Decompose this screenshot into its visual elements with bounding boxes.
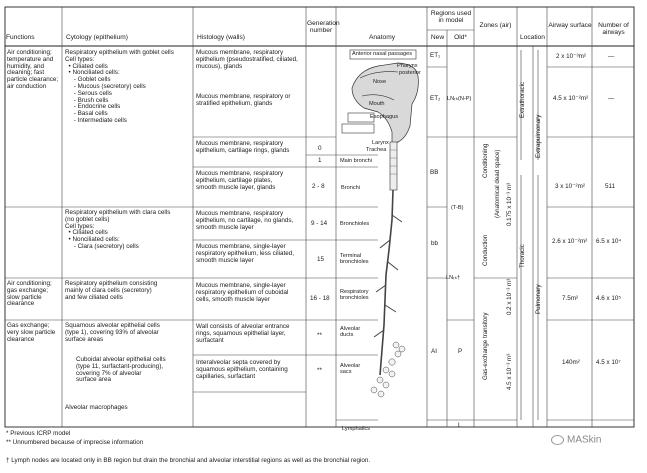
- airways-count: 4.5 x 10⁷: [596, 359, 621, 366]
- cytology-cell: Cuboidal alveolar epithelial cells (type 11, surfactant-producing), covering 7% of alveolar surface area: [76, 356, 166, 384]
- anatomy-label-lymphatics: Lymphatics: [342, 426, 371, 432]
- generation-cell: **: [317, 367, 322, 374]
- histology-cell: Mucous membrane, single-layer respiratory epithelium of cuboidal cells, smooth muscle layer: [196, 282, 289, 303]
- cytology-cell: Alveolar macrophages: [65, 404, 128, 411]
- anatomy-label-main-bronchi: Main bronchi: [340, 158, 373, 164]
- anatomy-label-nose: Nose: [373, 79, 387, 85]
- header-regions: Regions used in model: [430, 10, 472, 25]
- header-histology: Histology (walls): [197, 34, 245, 41]
- header-surface: Airway surface: [548, 22, 592, 29]
- histology-cell: Mucous membrane, respiratory epithelium, no cartilage, no glands, smooth muscle layer: [196, 210, 294, 231]
- surface-value: 2 x 10⁻³m²: [556, 53, 586, 60]
- histology-cell: Wall consists of alveolar entrance rings, squamous epithelial layer, surfactant: [196, 323, 290, 344]
- location-thoracic: Thoracic: [519, 244, 526, 268]
- zone-transitory: Gas-exchange transitory: [482, 312, 489, 380]
- surface-value: 7.5m²: [562, 295, 579, 302]
- airways-count: 511: [605, 183, 616, 190]
- functions-cell: Gas exchange; very slow particle clearance: [7, 322, 56, 343]
- surface-value: 140m²: [562, 359, 580, 366]
- region-bb: BB: [430, 169, 439, 176]
- anatomy-label-pharynx: Pharynx: [397, 63, 418, 69]
- header-old: Old*: [454, 34, 467, 41]
- region-et1: ET₁: [430, 52, 441, 59]
- anatomy-label-posterior: posterior: [399, 70, 421, 76]
- cytology-cell: Respiratory epithelium with clara cells (no goblet cells) Cell types: • Ciliated cells • Nonciliated cells: - Clara (secretory) cells: [65, 209, 171, 250]
- header-generation: Generation number: [307, 20, 340, 35]
- generation-cell: 1: [318, 157, 322, 164]
- generation-cell: 16 - 18: [310, 295, 330, 302]
- functions-cell: Air conditioning; gas exchange; slow particle clearance: [7, 280, 52, 308]
- region-lnth-2: LNₜₕ†: [446, 275, 461, 281]
- anatomy-label-resp-bronchioles: Respiratory bronchioles: [340, 289, 369, 302]
- anatomy-label-anterior: Anterior nasal passages: [352, 51, 413, 57]
- airways-count: 4.6 x 10⁵: [596, 295, 622, 302]
- cytology-cell: Squamous alveolar epithelial cells (type 1), covering 93% of alveolar surface areas: [65, 322, 160, 343]
- airways-count: 6.5 x 10⁴: [596, 238, 622, 245]
- generation-cell: 0: [318, 145, 322, 152]
- header-functions: Functions: [6, 34, 35, 41]
- alveoli-shape: [371, 342, 405, 397]
- zone-conditioning: Conditioning: [482, 143, 489, 178]
- header-cytology: Cytology (epithelium): [66, 34, 128, 41]
- histology-cell: Mucous membrane, respiratory epithelium (pseudostratified, ciliated, mucous), glands: [196, 49, 298, 70]
- footnote: † Lymph nodes are located only in BB region but drain the bronchial and alveolar interstitial regions as well as the bronchial region.: [6, 457, 371, 464]
- footnote: ** Unnumbered because of imprecise information: [6, 439, 144, 446]
- watermark-text: MASkin: [567, 434, 602, 446]
- location-extrathoracic: Extrathoracic: [519, 81, 526, 118]
- zone-volume-1: 0.175 x 10⁻³ m³: [506, 182, 513, 226]
- header-zones: Zones (air): [479, 22, 512, 29]
- zone-conduction: Conduction: [482, 234, 489, 266]
- header-airways: Number of airways: [598, 22, 629, 37]
- anatomy-label-alveolar-sacs: Alveolar sacs: [340, 363, 361, 376]
- zone-volume-2: 0.2 x 10⁻³ m³: [506, 278, 513, 315]
- anatomy-label-mouth: Mouth: [369, 101, 385, 107]
- histology-cell: Mucous membrane, single-layer respiratory epithelium, less ciliated, smooth muscle layer: [196, 243, 294, 264]
- cytology-cell: Respiratory epithelium consisting mainly of clara cells (secretory) and few ciliated cells: [65, 280, 158, 301]
- region-bb-small: bb: [431, 240, 439, 247]
- chat-bubble-icon: [551, 435, 564, 445]
- generation-cell: 2 - 8: [312, 183, 325, 190]
- surface-value: 4.5 x 10⁻²m²: [553, 95, 589, 102]
- region-et2: ET₂: [430, 95, 441, 102]
- header-new: New: [430, 34, 445, 41]
- surface-value: 2.6 x 10⁻²m²: [552, 238, 588, 245]
- region-tb: (T-B): [451, 205, 464, 211]
- region-p: P: [458, 348, 463, 355]
- generation-cell: 9 - 14: [311, 220, 328, 227]
- region-lnth-1: LNₜₕ: [447, 96, 459, 102]
- anatomy-label-bronchi: Bronchi: [341, 185, 360, 191]
- functions-cell: Air conditioning; temperature and humidity, and cleaning; fast particle clearance; air conduction: [7, 49, 59, 90]
- location-extrapulmonary: Extrapulmonary: [535, 114, 542, 158]
- anatomy-label-esophagus: Esophagus: [370, 114, 398, 120]
- generation-cell: 15: [317, 256, 325, 263]
- anatomy-label-terminal: Terminal bronchioles: [340, 253, 369, 266]
- region-ai: AI: [431, 348, 437, 355]
- anatomy-label-alveolar-ducts: Alveolar ducts: [340, 326, 361, 339]
- histology-cell: Mucous membrane, respiratory or stratified epithelium, glands: [196, 93, 291, 107]
- histology-cell: Mucous membrane, respiratory epithelium, cartilage rings, glands: [196, 140, 290, 154]
- watermark: [551, 435, 601, 446]
- region-np: (N-P): [458, 96, 472, 102]
- header-anatomy: Anatomy: [368, 34, 396, 41]
- location-pulmonary: Pulmonary: [535, 284, 542, 314]
- cytology-cell: Respiratory epithelium with goblet cells Cell types: • Ciliated cells • Nonciliated cells: - Goblet cells - Mucous (secretory) cells - Serous cells - Brush cells - Endocrine cells - Basal cells - Intermediate cells: [65, 49, 174, 124]
- surface-value: 3 x 10⁻²m²: [555, 183, 585, 190]
- anatomy-label-larynx: Larynx: [372, 140, 389, 146]
- airways-count: —: [608, 95, 615, 102]
- zone-dead-space: (Anatomical dead space): [494, 149, 501, 218]
- anatomy-label-trachea: Trachea: [366, 147, 387, 153]
- generation-cell: **: [317, 332, 322, 339]
- header-location: Location: [520, 34, 545, 41]
- histology-cell: Interalveolar septa covered by squamous epithelium, containing capillaries, surfactant: [196, 359, 288, 380]
- region-l: L: [458, 422, 462, 429]
- zone-volume-3: 4.5 x 10⁻³ m³: [506, 353, 513, 390]
- airways-count: —: [608, 53, 615, 60]
- anatomy-label-bronchioles: Bronchioles: [340, 221, 370, 227]
- footnote: * Previous ICRP model: [6, 430, 71, 437]
- bronchial-tree-shape: [380, 190, 393, 375]
- histology-cell: Mucous membrane, respiratory epithelium, cartilage plates, smooth muscle layer, glands: [196, 170, 284, 191]
